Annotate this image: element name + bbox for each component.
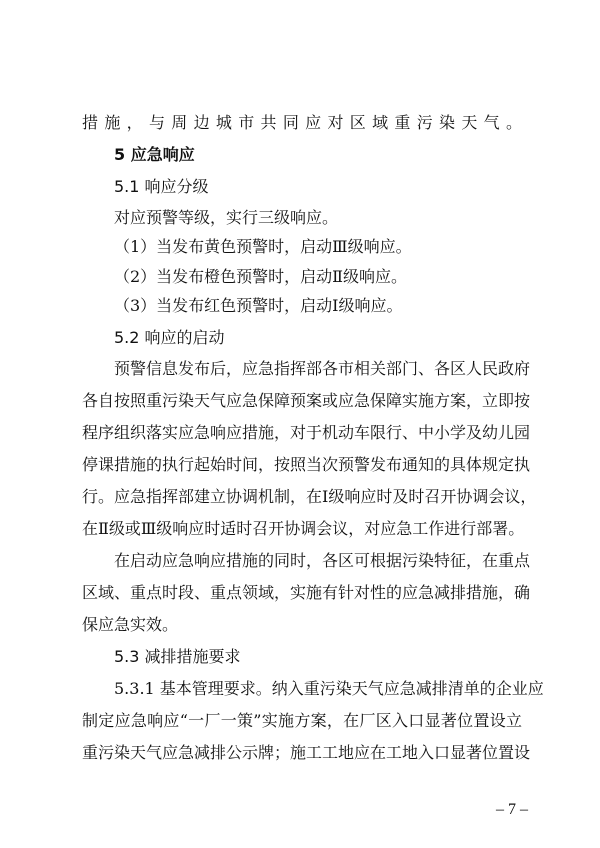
paragraph-line: 预警信息发布后，应急指挥部各市相关部门、各区人民政府	[114, 359, 531, 378]
subsection-heading: 5.2 响应的启动	[114, 328, 225, 347]
list-item: （3）当发布红色预警时，启动Ⅰ级响应。	[114, 296, 403, 315]
paragraph-line: 对应预警等级，实行三级响应。	[114, 208, 339, 227]
paragraph-line: 保应急实效。	[82, 615, 179, 634]
paragraph-line: 重污染天气应急减排公示牌；施工工地应在工地入口显著位置设	[82, 743, 531, 762]
section-heading: 5 应急响应	[114, 145, 195, 164]
list-item: （2）当发布橙色预警时，启动Ⅱ级响应。	[114, 267, 408, 286]
paragraph-line: 在启动应急响应措施的同时，各区可根据污染特征，在重点	[114, 551, 531, 570]
paragraph-line: 各自按照重污染天气应急保障预案或应急保障实施方案，立即按	[82, 391, 531, 410]
paragraph-line: 行。应急指挥部建立协调机制，在Ⅰ级响应时及时召开协调会议，	[82, 487, 537, 506]
paragraph-line: 制定应急响应“一厂一策”实施方案，在厂区入口显著位置设立	[82, 711, 522, 730]
page-number: – 7 –	[496, 801, 528, 818]
paragraph-line: 停课措施的执行起始时间，按照当次预警发布通知的具体规定执	[82, 455, 531, 474]
paragraph-line: 区域、重点时段、重点领域，实施有针对性的应急减排措施，确	[82, 583, 531, 602]
list-item: （1）当发布黄色预警时，启动Ⅲ级响应。	[114, 237, 412, 256]
subsection-heading: 5.1 响应分级	[114, 177, 209, 196]
paragraph-line: 措施，与周边城市共同应对区域重污染天气。	[82, 113, 522, 132]
subsection-heading: 5.3 减排措施要求	[114, 647, 241, 666]
paragraph-line: 在Ⅱ级或Ⅲ级响应时适时召开协调会议，对应急工作进行部署。	[82, 519, 525, 538]
paragraph-line: 5.3.1 基本管理要求。纳入重污染天气应急减排清单的企业应	[114, 679, 544, 698]
paragraph-line: 程序组织落实应急响应措施，对于机动车限行、中小学及幼儿园	[82, 423, 531, 442]
